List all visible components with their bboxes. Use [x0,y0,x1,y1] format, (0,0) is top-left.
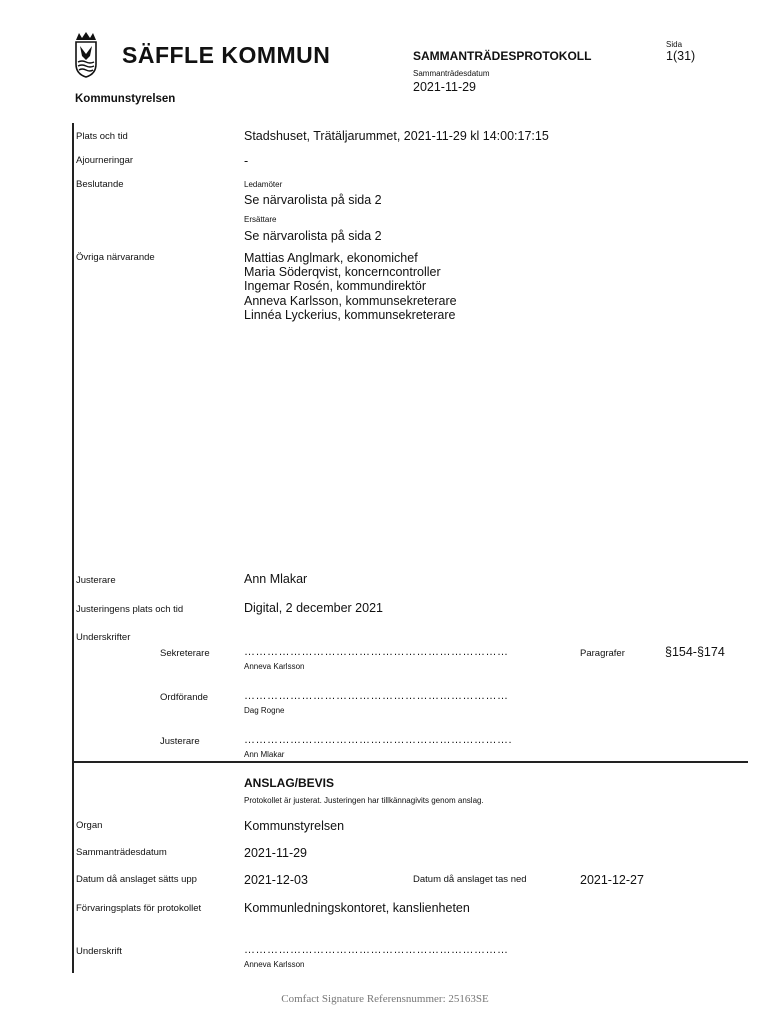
removed-label: Datum då anslaget tas ned [413,874,527,885]
notice-date-label: Sammanträdesdatum [76,847,167,858]
adjuster-value: Ann Mlakar [244,572,308,586]
meeting-date-label: Sammanträdesdatum [413,69,490,78]
others-item: Linnéa Lyckerius, kommunsekreterare [244,308,456,322]
crest-logo [74,32,98,78]
left-rule-top [72,123,74,763]
notice-subtitle: Protokollet är justerat. Justeringen har tillkännagivits genom anslag. [244,796,484,805]
page-label: Sida [666,40,683,49]
adjuster-sig-label: Justerare [160,736,200,747]
notice-date-value: 2021-11-29 [244,846,308,860]
removed-value: 2021-12-27 [580,873,644,887]
chair-name: Dag Rogne [244,706,285,715]
page-value: 1(31) [666,49,696,63]
signature-reference: Comfact Signature Referensnummer: 25163SE [281,993,489,1005]
notice-title: ANSLAG/BEVIS [244,776,335,790]
secretary-label: Sekreterare [160,648,210,659]
others-item: Ingemar Rosén, kommundirektör [244,279,427,293]
notice-signature-name: Anneva Karlsson [244,960,305,969]
chair-signature-line: …………………………………………………………… [244,690,509,702]
paragraphs-label: Paragrafer [580,648,625,659]
section-divider [72,761,748,763]
storage-value: Kommunledningskontoret, kanslienheten [244,901,470,915]
members-label: Ledamöter [244,180,283,189]
adjuster-signature-line: ……………………………………………………………. [244,734,513,746]
secretary-signature-line: …………………………………………………………… [244,646,509,658]
others-item: Anneva Karlsson, kommunsekreterare [244,294,457,308]
posted-label: Datum då anslaget sätts upp [76,874,197,885]
organ-value: Kommunstyrelsen [244,819,345,833]
notice-signature-label: Underskrift [76,946,122,957]
others-item: Maria Söderqvist, koncerncontroller [244,265,441,279]
doc-type: SAMMANTRÄDESPROTOKOLL [413,49,592,63]
substitutes-label: Ersättare [244,215,277,224]
organ-label: Organ [76,820,103,831]
posted-value: 2021-12-03 [244,873,308,887]
org-name: SÄFFLE KOMMUN [122,42,331,68]
adjust-place-value: Digital, 2 december 2021 [244,601,383,615]
adjourn-label: Ajourneringar [76,155,134,166]
others-item: Mattias Anglmark, ekonomichef [244,251,418,265]
committee-name: Kommunstyrelsen [75,93,176,105]
place-value: Stadshuset, Trätäljarummet, 2021-11-29 kl 14:00:17:15 [244,129,549,143]
left-rule-bottom [72,763,74,973]
paragraphs-value: §154-§174 [665,645,725,659]
deciding-label: Beslutande [76,179,124,190]
adjourn-value: - [244,154,249,168]
secretary-name: Anneva Karlsson [244,662,305,671]
adjuster-sig-name: Ann Mlakar [244,750,285,759]
meeting-date: 2021-11-29 [413,80,477,94]
chair-label: Ordförande [160,692,209,703]
adjust-place-label: Justeringens plats och tid [76,604,184,615]
place-label: Plats och tid [76,131,128,142]
substitutes-value: Se närvarolista på sida 2 [244,229,382,243]
notice-signature-line: …………………………………………………………… [244,944,509,956]
others-label: Övriga närvarande [76,252,155,263]
adjuster-label: Justerare [76,575,116,586]
members-value: Se närvarolista på sida 2 [244,193,382,207]
signatures-label: Underskrifter [76,632,131,643]
storage-label: Förvaringsplats för protokollet [76,903,202,914]
